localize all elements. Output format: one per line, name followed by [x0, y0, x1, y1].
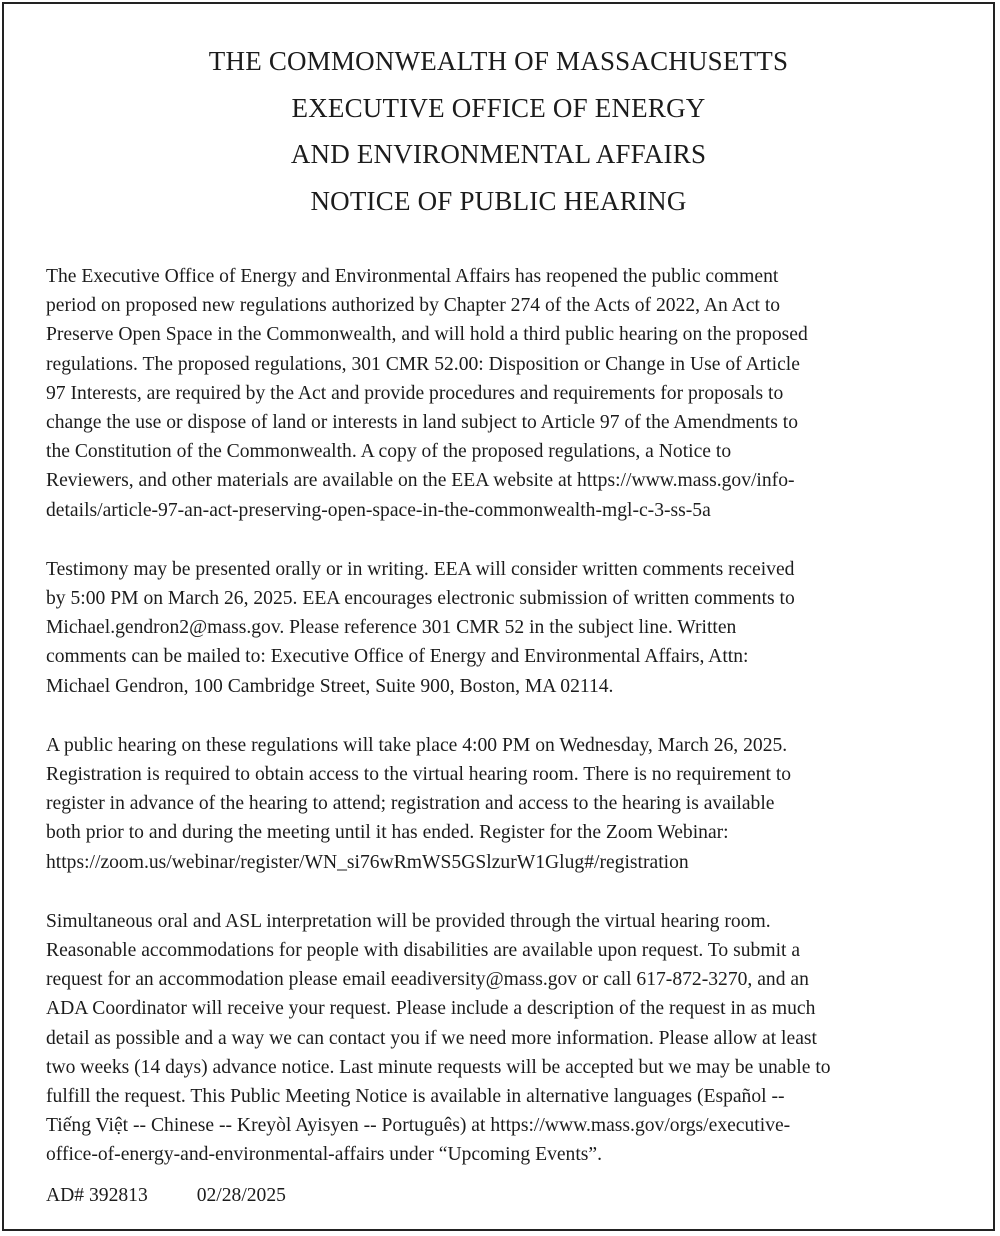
ad-date: 02/28/2025: [196, 1185, 286, 1206]
header-commonwealth: THE COMMONWEALTH OF MASSACHUSETTS: [208, 46, 789, 76]
notice-body: [46, 262, 956, 1200]
paragraph-accommodations: Simultaneous oral and ASL interpretation will be provided through the virtual hearing room. Reasonable accommodations for people with disabilities are available upon request. To submit a request for an accommodation please email eeadiversity@mass.gov or call 617-872-3270, and an ADA Coordinator will receive your request. Please include a description of the request in as much detail as possible and a way we can contact you if we need more information. Please allow at least two weeks (14 days) advance notice. Last minute requests will be accepted but we may be unable to fulfill the request. This Public Meeting Notice is available in alternative languages (Español -- Tiếng Việt -- Chinese -- Kreyòl Ayisyen -- Português) at https://www.mass.gov/orgs/executive- office-of-energy-and-environmental-affairs under “Upcoming Events”.: [46, 910, 831, 1166]
notice-footer: [46, 1181, 286, 1210]
paragraph-testimony: Testimony may be presented orally or in writing. EEA will consider written comments received by 5:00 PM on March 26, 2025. EEA encourages electronic submission of written comments to Michael.gendron2@mass.gov. Please reference 301 CMR 52 in the subject line. Written comments can be mailed to: Executive Office of Energy and Environmental Affairs, Attn: Michael Gendron, 100 Cambridge Street, Suite 900, Boston, MA 02114.: [46, 558, 795, 697]
notice-header: [4, 38, 993, 224]
header-environmental-affairs: AND ENVIRONMENTAL AFFAIRS: [290, 139, 707, 169]
header-notice-title: NOTICE OF PUBLIC HEARING: [310, 185, 687, 216]
public-notice: [2, 2, 995, 1231]
paragraph-public-hearing: A public hearing on these regulations will take place 4:00 PM on Wednesday, March 26, 2025. Registration is required to obtain access to the virtual hearing room. There is no requirement to register in advance of the hearing to attend; registration and access to the hearing is available both prior to and during the meeting until it has ended. Register for the Zoom Webinar: https://zoom.us/webinar/register/WN_si76wRmWS5GSlzurW1Glug#/registration: [46, 734, 792, 873]
ad-number: AD# 392813: [46, 1185, 148, 1206]
header-executive-office: EXECUTIVE OFFICE OF ENERGY: [291, 92, 706, 123]
paragraph-reopened-comment-period: The Executive Office of Energy and Environmental Affairs has reopened the public comment period on proposed new regulations authorized by Chapter 274 of the Acts of 2022, An Act to Preserve Open Space in the Commonwealth, and will hold a third public hearing on the proposed regulations. The proposed regulations, 301 CMR 52.00: Disposition or Change in Use of Article 97 Interests, are required by the Act and provide procedures and requirements for proposals to change the use or dispose of land or interests in land subject to Article 97 of the Amendments to the Constitution of the Commonwealth. A copy of the proposed regulations, a Notice to Reviewers, and other materials are available on the EEA website at https://www.mass.gov/info- details/article-97-an-act-preserving-open-space-in-the-commonwealth-mgl-c-3-ss-5a: [46, 266, 808, 521]
